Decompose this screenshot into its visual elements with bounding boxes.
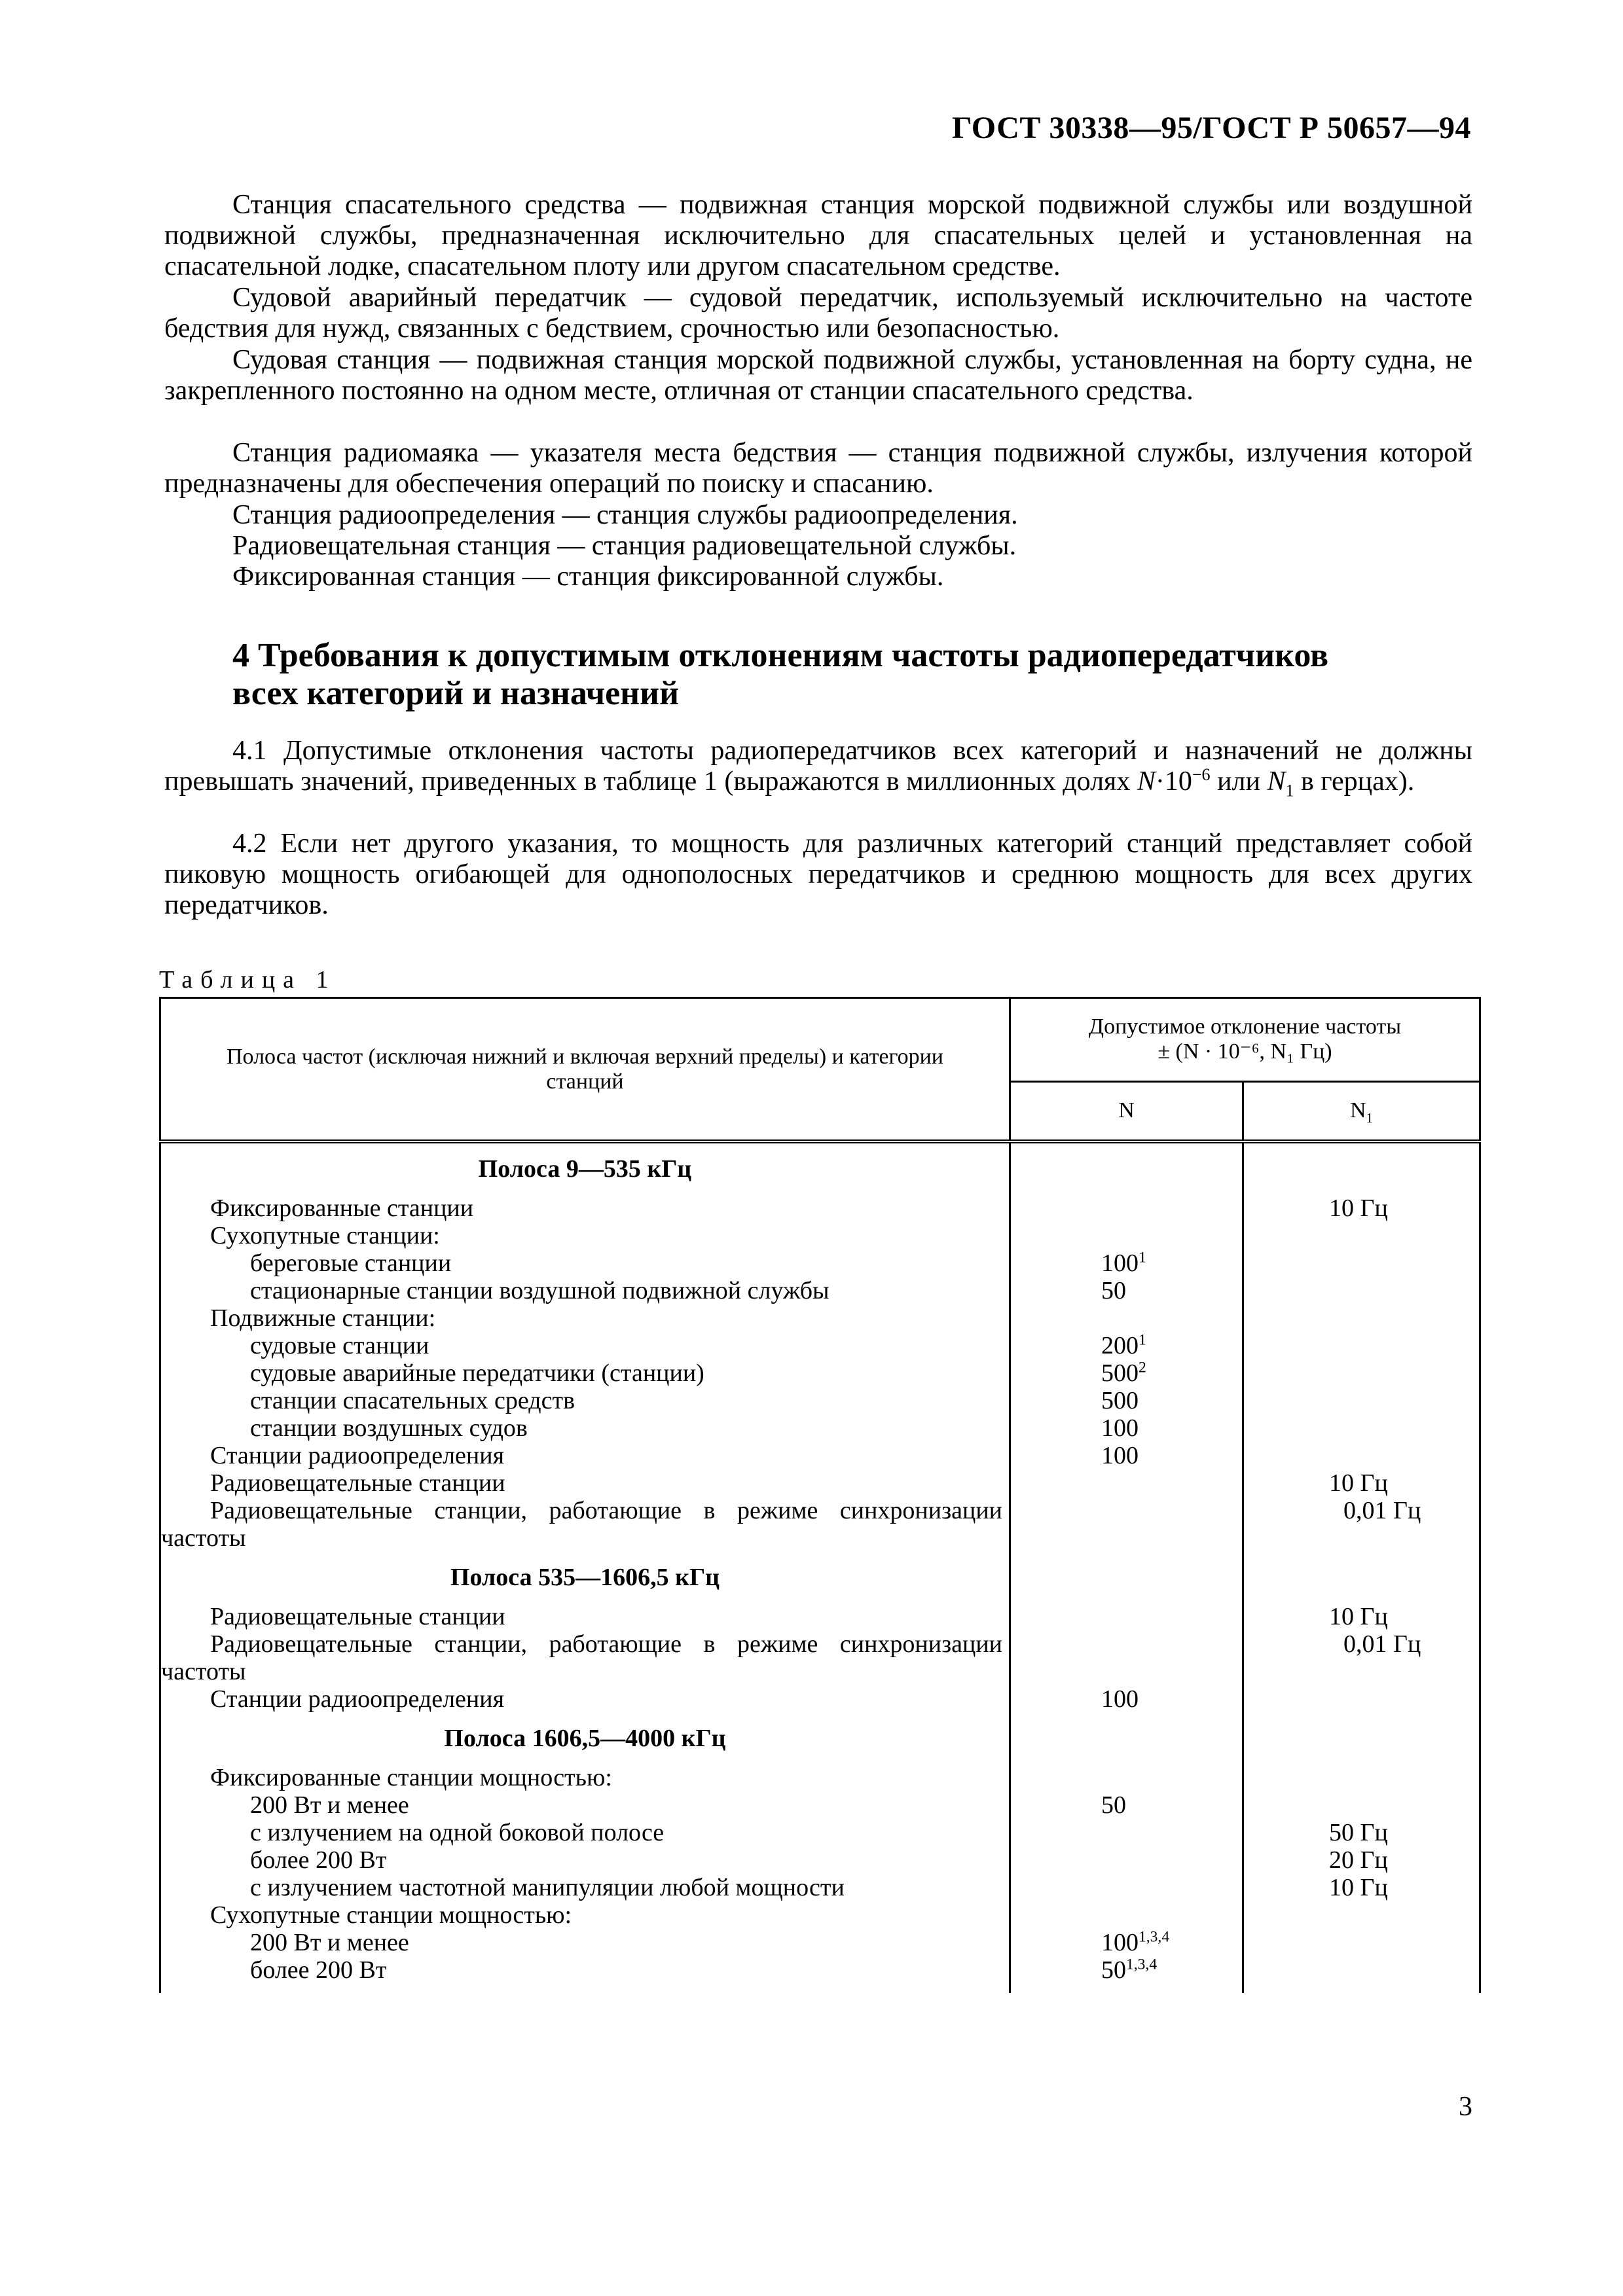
spacer-cell [1243, 1984, 1480, 1993]
cell-category: Радиовещательные станции [160, 1603, 1010, 1630]
cell-n1 [1243, 1249, 1480, 1277]
table-band-row [160, 1552, 1480, 1603]
cell-n1 [1243, 1222, 1480, 1249]
table-row [160, 1846, 1480, 1874]
table-row [160, 1497, 1480, 1552]
cell-category: Фиксированные станции [160, 1194, 1010, 1222]
cell-category: 200 Вт и менее [160, 1929, 1010, 1956]
column-header-n1: $N_1$ [1243, 1081, 1480, 1141]
cell-n [1010, 1764, 1243, 1791]
paragraph-ship-emergency-transmitter: Судовой аварийный передатчик — судовой передатчик, используемый исключительно на частоте бедствия для нужд, связанных с бедствием, срочностью или безопасностью. [164, 283, 1472, 344]
table-band-row [160, 1141, 1480, 1194]
cell-n1 [1243, 1685, 1480, 1713]
cell-n: 100 [1010, 1442, 1243, 1469]
cell-category: более 200 Вт [160, 1956, 1010, 1984]
cell-n [1010, 1901, 1243, 1929]
cell-n1 [1243, 1414, 1480, 1442]
table-row [160, 1194, 1480, 1222]
paragraph-radiodetermination-station: Станция радиоопределения — станция службы радиоопределения. [232, 500, 1018, 530]
cell-n1: 50 Гц [1243, 1819, 1480, 1846]
table-row [160, 1277, 1480, 1304]
cell-n1: 10 Гц [1243, 1194, 1480, 1222]
table-row [160, 1442, 1480, 1469]
cell-category: судовые аварийные передатчики (станции) [160, 1359, 1010, 1387]
table-row [160, 1603, 1480, 1630]
cell-n1: 10 Гц [1243, 1603, 1480, 1630]
table-row [160, 1414, 1480, 1442]
cell-n1 [1243, 1359, 1480, 1387]
cell-n: 100 [1010, 1414, 1243, 1442]
table-row [160, 1332, 1480, 1359]
paragraph-4-1: 4.1 Допустимые отклонения частоты радиопередатчиков всех категорий и назначений не должны превышать значений, приведенных в таблице 1 (выражаются в миллионных долях $N\cdot 10^{-6}$ или $N_1$ в герцах). [164, 736, 1472, 800]
table-row [160, 1222, 1480, 1249]
table-row [160, 1929, 1480, 1956]
page-number: 3 [1459, 2092, 1472, 2122]
table-row [160, 1764, 1480, 1791]
table-row [160, 1387, 1480, 1414]
section-4-title: 4 Требования к допустимым отклонениям частоты радиопередатчиков всех категорий и назначений [232, 637, 1329, 712]
cell-category: более 200 Вт [160, 1846, 1010, 1874]
cell-n [1010, 1469, 1243, 1497]
cell-category: с излучением на одной боковой полосе [160, 1819, 1010, 1846]
paragraph-ship-station: Судовая станция — подвижная станция морской подвижной службы, установленная на борту судна, не закрепленного постоянно на одном месте, отличная от станции спасательного средства. [164, 345, 1472, 406]
paragraph-survival-craft-station: Станция спасательного средства — подвижная станция морской подвижной службы или воздушной подвижной службы, предназначенная исключительно для спасательных целей и установленная на спасательной лодке, спасательном плоту или другом спасательном средстве. [164, 190, 1472, 281]
cell-n1: 10 Гц [1243, 1469, 1480, 1497]
cell-n [1010, 1819, 1243, 1846]
paragraph-epirb-station: Станция радиомаяка — указателя места бедствия — станция подвижной службы, излучения которой предназначены для обеспечения операций по поиску и спасанию. [164, 438, 1472, 499]
cell-n1 [1243, 1552, 1480, 1603]
cell-n1: 0,01 Гц [1243, 1630, 1480, 1685]
paragraph-fixed-station: Фиксированная станция — станция фиксированной службы. [232, 562, 944, 592]
paragraph-4-2: 4.2 Если нет другого указания, то мощность для различных категорий станций представляет собой пиковую мощность огибающей для однополосных передатчиков и среднюю мощность для всех других передатчиков. [164, 829, 1472, 920]
table-row [160, 1685, 1480, 1713]
cell-n [1010, 1874, 1243, 1901]
cell-n1 [1243, 1929, 1480, 1956]
table-row [160, 1469, 1480, 1497]
cell-category: судовые станции [160, 1332, 1010, 1359]
cell-n1 [1243, 1713, 1480, 1764]
cell-category: Станции радиоопределения [160, 1685, 1010, 1713]
spacer-cell [160, 1984, 1010, 1993]
cell-n1 [1243, 1901, 1480, 1929]
cell-category: Полоса 1606,5—4000 кГц [160, 1713, 1010, 1764]
cell-category: Подвижные станции: [160, 1304, 1010, 1332]
cell-n [1010, 1846, 1243, 1874]
cell-n: $200^1$ [1010, 1332, 1243, 1359]
table-row [160, 1359, 1480, 1387]
cell-n [1010, 1552, 1243, 1603]
cell-n1: 20 Гц [1243, 1846, 1480, 1874]
cell-n: $100^1$ [1010, 1249, 1243, 1277]
table-row [160, 1791, 1480, 1819]
cell-n [1010, 1497, 1243, 1552]
cell-n1 [1243, 1956, 1480, 1984]
cell-n [1010, 1304, 1243, 1332]
cell-n: $500^2$ [1010, 1359, 1243, 1387]
cell-n1 [1243, 1332, 1480, 1359]
cell-category: стационарные станции воздушной подвижной службы [160, 1277, 1010, 1304]
table-row [160, 1956, 1480, 1984]
cell-category: Полоса 535—1606,5 кГц [160, 1552, 1010, 1603]
table-row [160, 1304, 1480, 1332]
cell-n [1010, 1713, 1243, 1764]
cell-n1 [1243, 1791, 1480, 1819]
cell-category: станции спасательных средств [160, 1387, 1010, 1414]
cell-n1: 0,01 Гц [1243, 1497, 1480, 1552]
cell-n [1010, 1141, 1243, 1194]
table-row [160, 1819, 1480, 1846]
cell-n [1010, 1194, 1243, 1222]
cell-category: Сухопутные станции мощностью: [160, 1901, 1010, 1929]
cell-n1 [1243, 1442, 1480, 1469]
cell-category: с излучением частотной манипуляции любой мощности [160, 1874, 1010, 1901]
cell-category: Радиовещательные станции, работающие в режиме синхронизации частоты [160, 1497, 1010, 1552]
table-band-row [160, 1713, 1480, 1764]
cell-category: станции воздушных судов [160, 1414, 1010, 1442]
cell-n: 100$^{1,3,4}$ [1010, 1929, 1243, 1956]
column-header-tolerance: Допустимое отклонение частоты ± (N · 10⁻⁶, N₁ Гц) [1010, 998, 1480, 1082]
cell-n1 [1243, 1387, 1480, 1414]
cell-category: береговые станции [160, 1249, 1010, 1277]
spacer-cell [1010, 1984, 1243, 1993]
cell-n [1010, 1630, 1243, 1685]
cell-category: Радиовещательные станции [160, 1469, 1010, 1497]
table-row [160, 1630, 1480, 1685]
cell-n1 [1243, 1304, 1480, 1332]
column-header-band: Полоса частот (исключая нижний и включая верхний пределы) и категории станций [160, 998, 1010, 1142]
table-caption: Таблица 1 [159, 966, 337, 994]
table-row [160, 1901, 1480, 1929]
cell-category: Станции радиоопределения [160, 1442, 1010, 1469]
cell-n: 100 [1010, 1685, 1243, 1713]
paragraph-broadcasting-station: Радиовещательная станция — станция радиовещательной службы. [232, 531, 1017, 561]
cell-n1 [1243, 1764, 1480, 1791]
table-row [160, 1249, 1480, 1277]
cell-category: Фиксированные станции мощностью: [160, 1764, 1010, 1791]
cell-n [1010, 1603, 1243, 1630]
cell-n: 500 [1010, 1387, 1243, 1414]
frequency-tolerance-table [159, 997, 1479, 2032]
cell-n: 50$^{1,3,4}$ [1010, 1956, 1243, 1984]
cell-category: Сухопутные станции: [160, 1222, 1010, 1249]
cell-n [1010, 1222, 1243, 1249]
cell-category: Полоса 9—535 кГц [160, 1141, 1010, 1194]
document-header: ГОСТ 30338—95/ГОСТ Р 50657—94 [951, 111, 1471, 145]
cell-n: 50 [1010, 1791, 1243, 1819]
cell-category: Радиовещательные станции, работающие в режиме синхронизации частоты [160, 1630, 1010, 1685]
cell-n1 [1243, 1141, 1480, 1194]
column-header-n: N [1010, 1081, 1243, 1141]
cell-category: 200 Вт и менее [160, 1791, 1010, 1819]
cell-n: 50 [1010, 1277, 1243, 1304]
cell-n1: 10 Гц [1243, 1874, 1480, 1901]
cell-n1 [1243, 1277, 1480, 1304]
table-spacer-row [160, 1984, 1480, 1993]
table-row [160, 1874, 1480, 1901]
